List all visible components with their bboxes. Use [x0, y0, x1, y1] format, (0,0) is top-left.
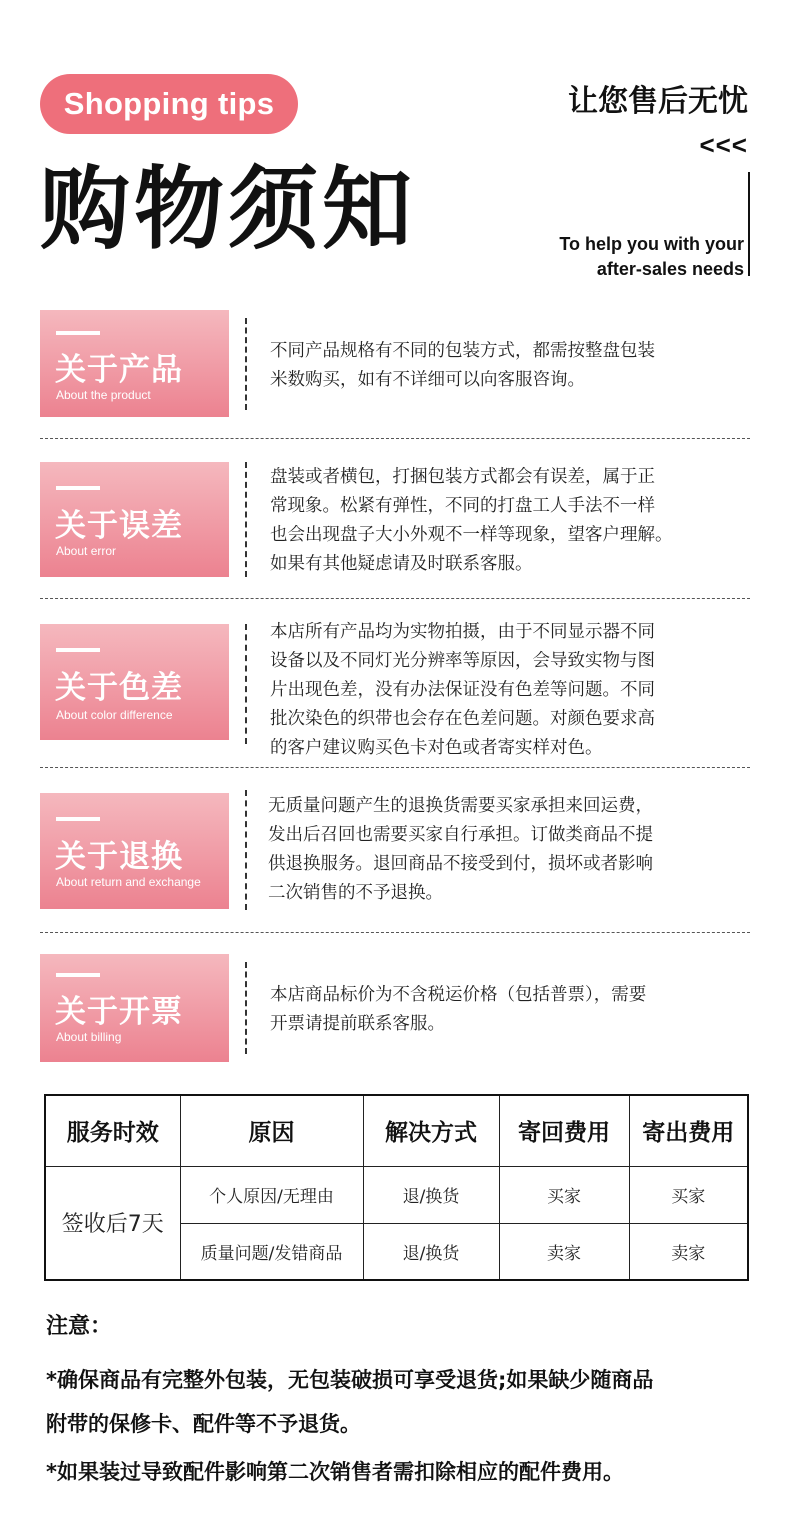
section-title: 关于色差 [55, 670, 183, 706]
table-header-row [45, 1095, 748, 1166]
shopping-tips-badge: Shopping tips [40, 74, 298, 134]
text-line: 本店所有产品均为实物拍摄，由于不同显示器不同 [270, 622, 655, 642]
dash-icon [56, 648, 100, 652]
english-subtitle-line-1: To help you with your [559, 234, 744, 254]
section-label [40, 624, 229, 740]
text-line: 供退换服务。退回商品不接受到付，损坏或者影响 [268, 854, 653, 874]
section-text [270, 337, 740, 395]
table-header: 寄出费用 [629, 1095, 748, 1166]
service-period: 签收后7天 [45, 1166, 180, 1280]
table-header: 服务时效 [45, 1095, 180, 1166]
horizontal-divider [40, 932, 750, 933]
section-text [270, 981, 740, 1039]
table-cell: 个人原因/无理由 [180, 1166, 363, 1223]
section-divider [245, 318, 247, 410]
section-subtitle: About the product [56, 388, 151, 402]
section-text [268, 792, 738, 908]
english-subtitle [559, 232, 744, 282]
table-cell: 卖家 [499, 1223, 629, 1280]
table-cell: 买家 [629, 1166, 748, 1223]
text-line: 的客户建议购买色卡对色或者寄实样对色。 [270, 738, 603, 758]
section-title: 关于误差 [55, 508, 183, 544]
horizontal-divider [40, 767, 750, 768]
text-line: 批次染色的织带也会存在色差问题。对颜色要求高 [270, 709, 655, 729]
section-text [270, 618, 740, 763]
dash-icon [56, 331, 100, 335]
section-divider [245, 962, 247, 1054]
chevron-left-icon: <<< [699, 130, 748, 160]
header-divider [748, 172, 750, 276]
section-about-product [40, 310, 750, 420]
section-label [40, 793, 229, 909]
table-row [45, 1166, 748, 1223]
text-line: 本店商品标价为不含税运价格（包括普票），需要 [270, 985, 647, 1005]
dash-icon [56, 486, 100, 490]
slogan: 让您售后无忧 [568, 84, 748, 119]
table-header: 寄回费用 [499, 1095, 629, 1166]
section-label [40, 462, 229, 577]
horizontal-divider [40, 438, 750, 439]
section-title: 关于产品 [55, 352, 183, 388]
english-subtitle-line-2: after-sales needs [596, 259, 744, 279]
text-line: 开票请提前联系客服。 [270, 1014, 445, 1034]
section-subtitle: About return and exchange [56, 875, 201, 889]
section-label [40, 954, 229, 1062]
section-text [270, 463, 740, 579]
table-header: 解决方式 [363, 1095, 499, 1166]
horizontal-divider [40, 598, 750, 599]
text-line: 不同产品规格有不同的包装方式，都需按整盘包装 [270, 341, 655, 361]
section-divider [245, 462, 247, 577]
section-about-billing [40, 954, 750, 1064]
section-title: 关于开票 [55, 994, 183, 1030]
table-header: 原因 [180, 1095, 363, 1166]
text-line: 如果有其他疑虑请及时联系客服。 [270, 554, 533, 574]
section-subtitle: About billing [56, 1030, 122, 1044]
section-title: 关于退换 [55, 839, 183, 875]
dash-icon [56, 973, 100, 977]
section-divider [245, 790, 247, 910]
notes-line: *确保商品有完整外包装，无包装破损可享受退货;如果缺少随商品 [46, 1368, 654, 1392]
notes-line: 附带的保修卡、配件等不予退货。 [46, 1412, 361, 1436]
dash-icon [56, 817, 100, 821]
text-line: 也会出现盘子大小外观不一样等现象，望客户理解。 [270, 525, 673, 545]
section-divider [245, 624, 247, 744]
table-cell: 退/换货 [363, 1223, 499, 1280]
section-subtitle: About color difference [56, 708, 173, 722]
table-cell: 卖家 [629, 1223, 748, 1280]
text-line: 盘装或者横包，打捆包装方式都会有误差，属于正 [270, 467, 655, 487]
table-cell: 买家 [499, 1166, 629, 1223]
text-line: 无质量问题产生的退换货需要买家承担来回运费， [268, 796, 653, 816]
text-line: 常现象。松紧有弹性，不同的打盘工人手法不一样 [270, 496, 655, 516]
service-table [44, 1094, 749, 1281]
text-line: 米数购买，如有不详细可以向客服咨询。 [270, 370, 585, 390]
notes-block [46, 1310, 766, 1494]
notes-line: *如果装过导致配件影响第二次销售者需扣除相应的配件费用。 [46, 1460, 624, 1484]
text-line: 二次销售的不予退换。 [268, 883, 443, 903]
section-about-color-difference [40, 618, 750, 758]
page-title: 购物须知 [40, 157, 416, 262]
section-label [40, 310, 229, 417]
text-line: 发出后召回也需要买家自行承担。订做类商品不提 [268, 825, 653, 845]
text-line: 片出现色差，没有办法保证没有色差等问题。不同 [270, 680, 655, 700]
section-about-return [40, 790, 750, 910]
section-subtitle: About error [56, 544, 117, 558]
table-cell: 质量问题/发错商品 [180, 1223, 363, 1280]
notes-heading: 注意： [46, 1314, 113, 1339]
section-about-error [40, 460, 750, 580]
text-line: 设备以及不同灯光分辨率等原因，会导致实物与图 [270, 651, 655, 671]
table-cell: 退/换货 [363, 1166, 499, 1223]
